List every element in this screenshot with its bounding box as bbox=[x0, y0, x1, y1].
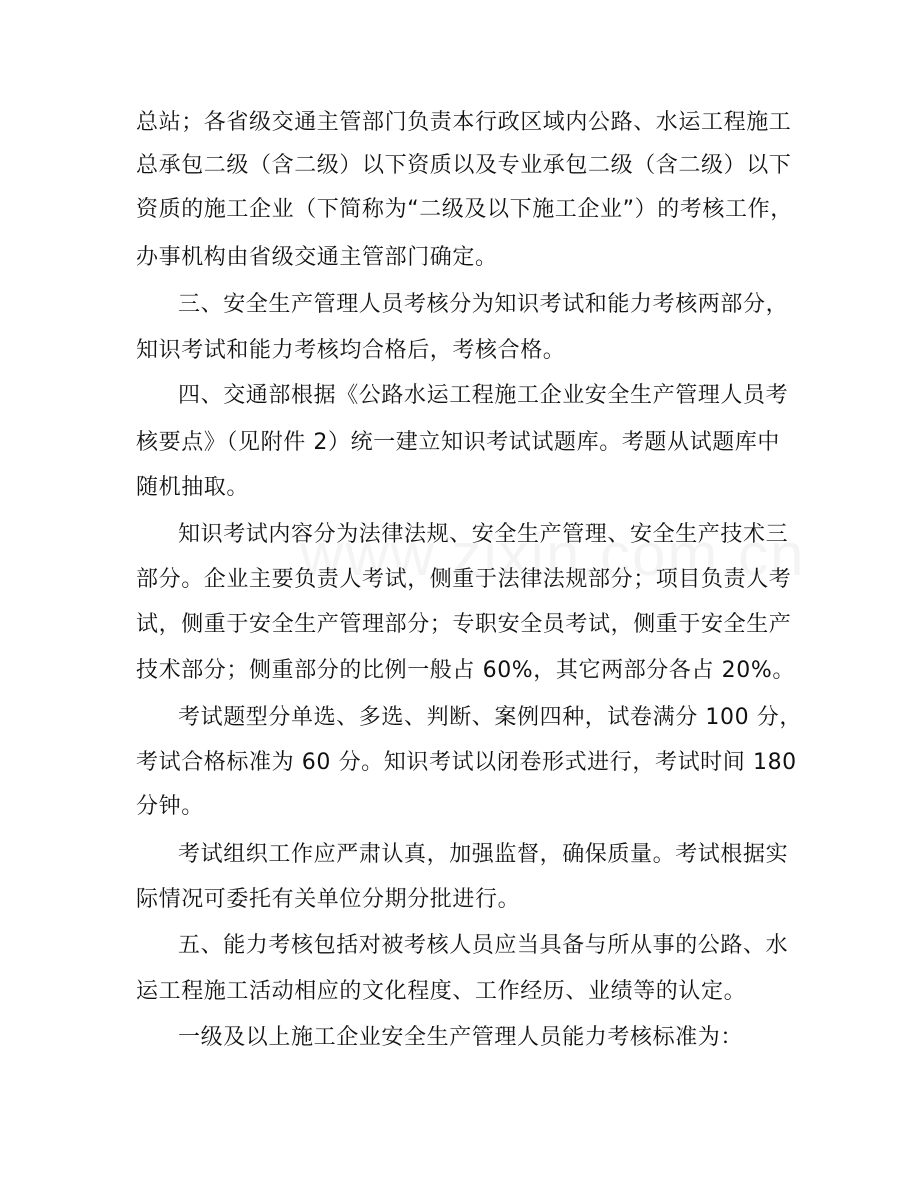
text-line: 运工程施工活动相应的文化程度、工作经历、业绩等的认定。 bbox=[136, 979, 747, 1004]
text-line: 际情况可委托有关单位分期分批进行。 bbox=[136, 887, 521, 912]
text-line: 资质的施工企业（下简称为“二级及以下施工企业”）的考核工作， bbox=[136, 197, 793, 222]
paragraph-first-line: 三、安全生产管理人员考核分为知识考试和能力考核两部分， bbox=[178, 292, 789, 317]
text-line: 知识考试和能力考核均合格后，考核合格。 bbox=[136, 338, 566, 363]
text-line: 技术部分；侧重部分的比例一般占 60%，其它两部分各占 20%。 bbox=[136, 658, 795, 683]
paragraph-first-line: 四、交通部根据《公路水运工程施工企业安全生产管理人员考 bbox=[178, 383, 789, 408]
text-line: 随机抽取。 bbox=[136, 475, 250, 500]
text-line: 办事机构由省级交通主管部门确定。 bbox=[136, 245, 498, 270]
text-line: 考试合格标准为 60 分。知识考试以闭卷形式进行，考试时间 180 bbox=[136, 750, 797, 775]
paragraph-first-line: 五、能力考核包括对被考核人员应当具备与所从事的公路、水 bbox=[178, 933, 789, 958]
paragraph-first-line: 考试题型分单选、多选、判断、案例四种，试卷满分 100 分， bbox=[178, 705, 802, 730]
text-line: 核要点》（见附件 2）统一建立知识考试试题库。考题从试题库中 bbox=[136, 430, 780, 455]
paragraph-first-line: 一级及以上施工企业安全生产管理人员能力考核标准为： bbox=[178, 1025, 744, 1050]
text-line: 总站；各省级交通主管部门负责本行政区域内公路、水运工程施工 bbox=[136, 110, 792, 135]
paragraph-first-line: 知识考试内容分为法律法规、安全生产管理、安全生产技术三 bbox=[178, 522, 789, 547]
text-line: 部分。企业主要负责人考试，侧重于法律法规部分；项目负责人考 bbox=[136, 567, 792, 592]
text-line: 总承包二级（含二级）以下资质以及专业承包二级（含二级）以下 bbox=[136, 153, 792, 178]
text-line: 分钟。 bbox=[136, 794, 204, 819]
paragraph-first-line: 考试组织工作应严肃认真，加强监督，确保质量。考试根据实 bbox=[178, 842, 789, 867]
text-line: 试，侧重于安全生产管理部分；专职安全员考试，侧重于安全生产 bbox=[136, 612, 792, 637]
